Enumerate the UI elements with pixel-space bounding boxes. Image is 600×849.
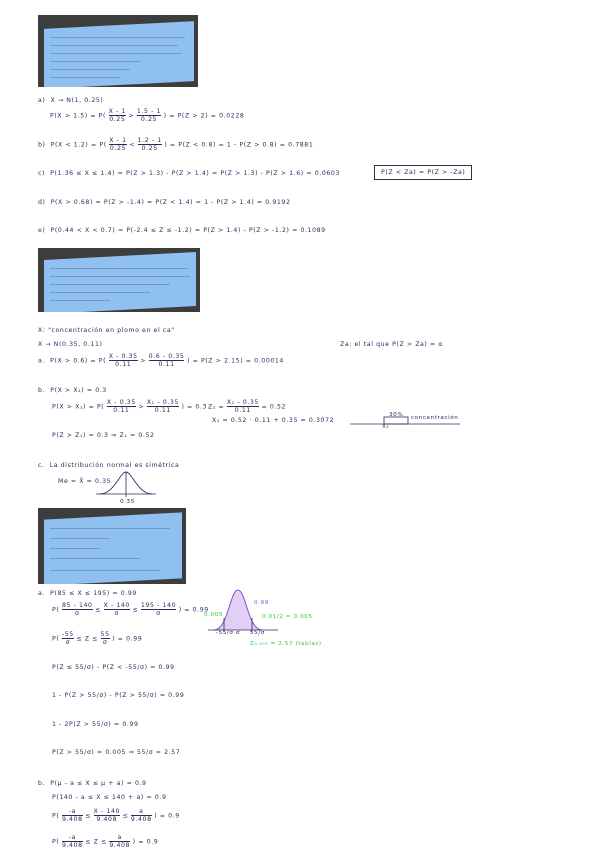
ex3-a-eq2: P( $\frac{85 - 140}{\sigma}$ ≤ $\frac{X - 140}{\sigma}$ ≤ $\frac{195 - 140}{\sigma}$ ) = 0.99 — [52, 602, 209, 617]
ex3-a-graph-center: 0.99 — [254, 600, 269, 606]
ex1-e-equation: e) P(0.44 < X < 0.7) = P(-2.4 ≤ Z ≤ -1.2) = P(Z > 1.4) - P(Z > -1.2) = 0.1089 — [38, 227, 326, 234]
ex2-b-z-equation: Z₁ = $\frac{\text{X₁ - 0.35}}{0.11}$ = 0.52 — [208, 399, 287, 414]
ex2-c-axis-tick: 0.35 — [120, 499, 135, 505]
ex2-b-eq1: b. P(X > X₁) = 0.3 — [38, 387, 107, 394]
ex1-d-equation: d) P(X > 0.68) = P(Z > -1.4) = P(Z < 1.4) = 1 - P(Z > 1.4) = 0.9192 — [38, 199, 291, 206]
ex2-b-eq2: P(X > X₁) = P( $\frac{X - 0.35}{0.11}$ > $\frac{\text{X₁ - 0.35}}{0.11}$ ) = 0.3 — [52, 399, 208, 414]
ex2-c-median: Me = X̄ = 0.35 — [58, 478, 112, 485]
ex2-b-axis-box-label: 30% — [389, 412, 404, 418]
ex3-a-graph-table-value: Z₀.₀₀₅ = 2.57 (tablas) — [250, 641, 322, 647]
ex2-a-equation: a. P(X > 0.6) = P( $\frac{X - 0.35}{0.11}$ > $\frac{0.6 - 0.35}{0.11}$ ) = P(Z > 2.15) = 0.00014 — [38, 353, 284, 368]
ex2-b-x-equation: X₁ = 0.52 · 0.11 + 0.35 = 0.3072 — [212, 417, 335, 424]
ex1-b-equation: b) P(X < 1.2) = P( $\frac{X - 1}{0.25}$ < $\frac{1.2 - 1}{0.25}$ ) = P(Z < 0.8) = 1 - P(Z > 0.8) = 0.7881 — [38, 137, 314, 152]
ex3-b-eq2: P(140 - a ≤ X ≤ 140 + a) = 0.9 — [52, 794, 167, 801]
ex1-a-dist: a) X → N(1, 0.25) — [38, 97, 104, 104]
ex1-a-equation: P(X > 1.5) = P( $\frac{X - 1}{0.25}$ > $\frac{1.5 - 1}{0.25}$ ) = P(Z > 2) = 0.0228 — [50, 108, 245, 123]
ex2-za-note: Za: el tal que P(Z > Za) = α — [340, 341, 444, 348]
ex3-b-eq3: P( $\frac{-a}{9.408}$ ≤ $\frac{X - 140}{9.408}$ ≤ $\frac{a}{9.408}$ ) = 0.9 — [52, 808, 180, 823]
ex2-b-axis-label: concentración — [411, 415, 459, 421]
ex2-distribution: X → N(0.35, 0.11) — [38, 341, 103, 348]
ex3-a-eq1: a. P(85 ≤ X ≤ 195) = 0.99 — [38, 590, 137, 597]
ex3-a-graph-left-tail: 0.005 — [204, 612, 224, 618]
ex2-definition: X: "concentración en plomo en el ca" — [38, 327, 175, 334]
ex3-a-graph-neg: -55/σ — [216, 630, 234, 636]
ex2-c-text: c. La distribución normal es simétrica — [38, 462, 180, 469]
exercise-photo-1 — [38, 15, 198, 87]
ex2-b-axis-box — [384, 417, 408, 424]
ex3-a-eq7: P(Z > 55/σ) = 0.005 ⇒ 55/σ = 2.57 — [52, 749, 181, 756]
ex3-a-eq6: 1 - 2P(Z > 55/σ) = 0.99 — [52, 721, 139, 728]
ex2-b-axis-x1: X₁ — [382, 424, 390, 430]
ex3-b-eq1: b. P(μ - a ≤ X ≤ μ + a) = 0.9 — [38, 780, 147, 787]
ex3-a-graph-right-tail: 0.01/2 = 0.005 — [262, 614, 313, 620]
ex1-c-boxed-rule: P(Z < Za) = P(Z > -Za) — [374, 165, 472, 180]
ex2-c-bell-curve — [96, 470, 156, 498]
exercise-photo-2 — [38, 248, 200, 312]
ex2-b-eq3: P(Z > Z₁) = 0.3 ⇒ Z₁ = 0.52 — [52, 432, 155, 439]
ex1-c-equation: c) P(1.36 ≤ X ≤ 1.4) = P(Z > 1.3) - P(Z > 1.4) = P(Z > 1.3) - P(Z > 1.6) = 0.0603 — [38, 170, 340, 177]
ex3-a-graph-pos: 55/σ — [250, 630, 265, 636]
ex3-a-graph-sigma: σ — [236, 630, 241, 636]
ex3-b-eq4: P( $\frac{-a}{9.408}$ ≤ Z ≤ $\frac{a}{9.408}$ ) = 0.9 — [52, 834, 159, 849]
exercise-photo-3 — [38, 508, 186, 584]
ex3-a-eq3: P( $\frac{-55}{\sigma}$ ≤ Z ≤ $\frac{55}{\sigma}$ ) = 0.99 — [52, 631, 143, 646]
ex3-a-eq4: P(Z ≤ 55/σ) - P(Z < -55/σ) = 0.99 — [52, 664, 175, 671]
ex3-a-eq5: 1 - P(Z > 55/σ) - P(Z > 55/σ) = 0.99 — [52, 692, 185, 699]
